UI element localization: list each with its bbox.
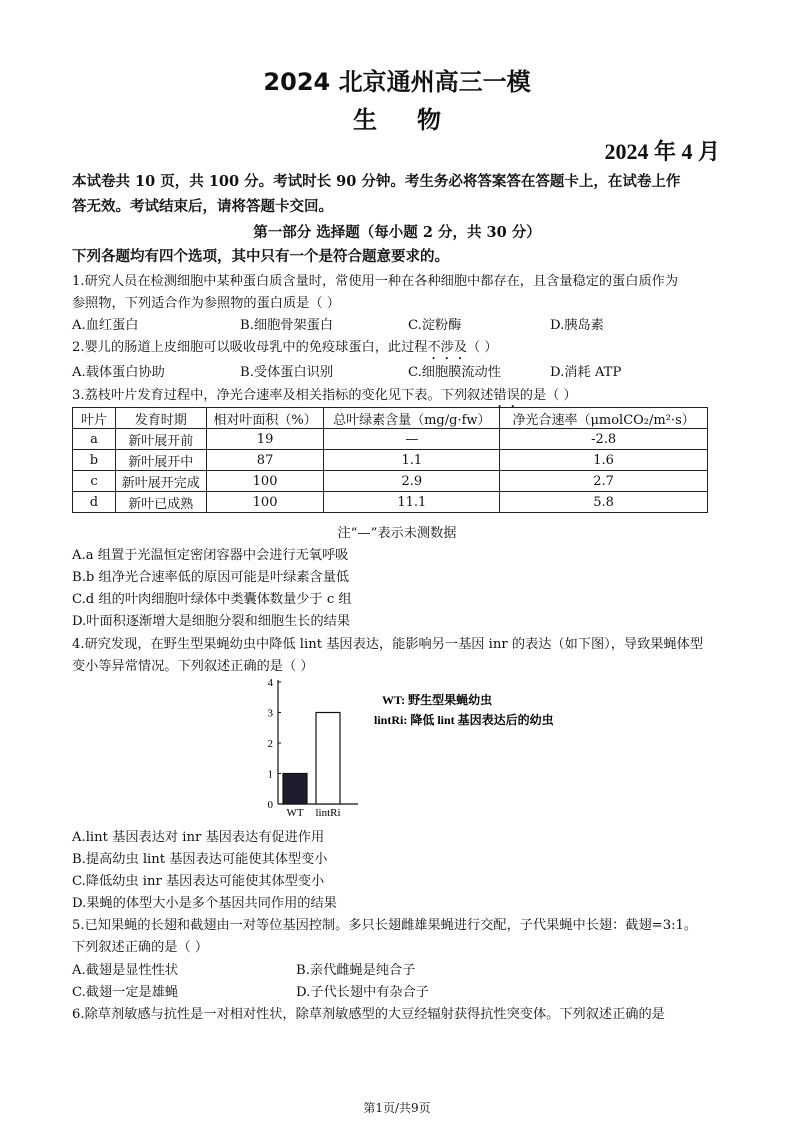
table-cell: 19 (206, 429, 324, 450)
y-tick-label: 2 (267, 738, 273, 750)
q3-stem-after: 的是（ ） (519, 388, 577, 403)
q2-stem (72, 336, 498, 363)
q5-option-b: B.亲代雌蝇是纯合子 (296, 963, 416, 978)
q2-option-c: C.细胞膜流动性 (408, 365, 501, 380)
table-header-cell: 总叶绿素含量（mg/g·fw） (324, 408, 500, 429)
q5-stem-line-2: 下列叙述正确的是（ ） (72, 940, 209, 955)
q4-stem-line-2: 变小等异常情况。下列叙述正确的是（ ） (72, 659, 314, 674)
q3-data-table (72, 407, 708, 513)
table-cell: 新叶已成熟 (115, 492, 206, 513)
y-tick-label: 0 (267, 799, 273, 811)
table-row (73, 492, 708, 513)
table-cell: a (73, 429, 116, 450)
table-cell: 新叶展开前 (115, 429, 206, 450)
x-tick-label: lintRi (315, 807, 341, 819)
q5-option-a: A.截翅是显性性状 (72, 963, 179, 978)
table-cell: 1.6 (500, 450, 708, 471)
legend-wt: WT: 野生型果蝇幼虫 (382, 693, 493, 707)
exam-date: 2024 年 4 月 (604, 139, 720, 164)
q2-option-b: B.受体蛋白识别 (240, 365, 334, 380)
q1-option-d: D.胰岛素 (550, 318, 604, 333)
exam-title: 2024 北京通州高三一模 (263, 68, 531, 96)
table-cell: c (73, 471, 116, 492)
table-cell: -2.8 (500, 429, 708, 450)
q2-option-d: D.消耗 ATP (550, 365, 622, 380)
table-cell: 11.1 (324, 492, 500, 513)
part1-heading: 第一部分 选择题（每小题 2 分，共 30 分） (253, 224, 541, 241)
q5-option-c: C.截翅一定是雄蝇 (72, 985, 179, 1000)
table-header-cell: 净光合速率（μmolCO₂/m²·s） (500, 408, 708, 429)
table-row (73, 429, 708, 450)
q2-stem-before: 2.婴儿的肠道上皮细胞可以吸收母乳中的免疫球蛋白，此过程 (72, 340, 428, 355)
table-cell: d (73, 492, 116, 513)
table-header-cell: 叶片 (73, 408, 116, 429)
table-cell: 87 (206, 450, 324, 471)
table-row (73, 471, 708, 492)
q3-option-d: D.叶面积逐渐增大是细胞分裂和细胞生长的结果 (72, 614, 351, 629)
q3-option-c: C.d 组的叶肉细胞叶绿体中类囊体数量少于 c 组 (72, 592, 352, 607)
q3-option-a: A.a 组置于光温恒定密闭容器中会进行无氧呼吸 (72, 548, 349, 563)
q3-option-b: B.b 组净光合速率低的原因可能是叶绿素含量低 (72, 570, 350, 585)
instructions-line-1: 本试卷共 10 页，共 100 分。考试时长 90 分钟。考生务必将答案答在答题卡上，在试卷上作 (72, 173, 681, 190)
q3-stem-emphasis: 错误 (493, 388, 520, 403)
q1-option-a: A.血红蛋白 (72, 318, 139, 333)
y-tick-label: 3 (267, 707, 273, 720)
table-cell: 2.9 (324, 471, 500, 492)
q5-stem-line-1: 5.已知果蝇的长翅和截翅由一对等位基因控制。多只长翅雌雄果蝇进行交配，子代果蝇中长翅：截翅=3:1。 (72, 918, 698, 933)
instructions-line-2: 答无效。考试结束后，请将答题卡交回。 (72, 198, 333, 215)
x-tick-label: WT (286, 807, 304, 819)
q4-option-b: B.提高幼虫 lint 基因表达可能使其体型变小 (72, 852, 328, 867)
page-footer: 第1页/共9页 (363, 1101, 431, 1115)
table-cell: 2.7 (500, 471, 708, 492)
q6-stem-line-1: 6.除草剂敏感与抗性是一对相对性状，除草剂敏感型的大豆经辐射获得抗性突变体。下列叙述正确的是 (72, 1007, 665, 1022)
q2-option-a: A.载体蛋白协助 (72, 365, 165, 380)
table-cell: 5.8 (500, 492, 708, 513)
part1-intro: 下列各题均有四个选项，其中只有一个是符合题意要求的。 (72, 248, 449, 265)
q3-table-note: 注“—”表示未测数据 (337, 526, 457, 541)
q3-stem-before: 3.荔枝叶片发育过程中，净光合速率及相关指标的变化见下表。下列叙述 (72, 388, 494, 403)
table-header-row (73, 408, 708, 429)
table-cell: — (324, 429, 500, 450)
bar-lintri (316, 713, 340, 805)
table-cell: 新叶展开完成 (115, 471, 206, 492)
table-cell: 1.1 (324, 450, 500, 471)
y-tick-label: 4 (267, 677, 273, 689)
q2-stem-after: （ ） (467, 340, 498, 355)
legend-lintri: lintRi: 降低 lint 基因表达后的幼虫 (374, 713, 554, 727)
q1-option-b: B.细胞骨架蛋白 (240, 318, 334, 333)
q1-option-c: C.淀粉酶 (408, 318, 462, 333)
q1-stem-line-1: 1.研究人员在检测细胞中某种蛋白质含量时，常使用一种在各种细胞中都存在，且含量稳定的蛋白质作为 (72, 274, 679, 289)
table-cell: b (73, 450, 116, 471)
table-cell: 100 (206, 492, 324, 513)
bar-wt (283, 774, 307, 805)
table-row (73, 450, 708, 471)
q2-stem-emphasis: 不涉及 (427, 340, 468, 355)
q4-option-d: D.果蝇的体型大小是多个基因共同作用的结果 (72, 896, 337, 911)
q1-stem-line-2: 参照物，下列适合作为参照物的蛋白质是（ ） (72, 296, 340, 311)
q4-stem-line-1: 4.研究发现，在野生型果蝇幼虫中降低 lint 基因表达，能影响另一基因 inr 的表达（如下图），导致果蝇体型 (72, 637, 704, 652)
q4-option-a: A.lint 基因表达对 inr 基因表达有促进作用 (72, 830, 325, 845)
y-tick-label: 1 (267, 768, 273, 781)
table-header-cell: 发育时期 (115, 408, 206, 429)
table-cell: 新叶展开中 (115, 450, 206, 471)
table-cell: 100 (206, 471, 324, 492)
q4-option-c: C.降低幼虫 inr 基因表达可能使其体型变小 (72, 874, 325, 889)
q4-bar-chart (0, 668, 794, 828)
table-header-cell: 相对叶面积（%） (206, 408, 324, 429)
q5-option-d: D.子代长翅中有杂合子 (296, 985, 429, 1000)
subject-title: 生物 (353, 106, 481, 134)
